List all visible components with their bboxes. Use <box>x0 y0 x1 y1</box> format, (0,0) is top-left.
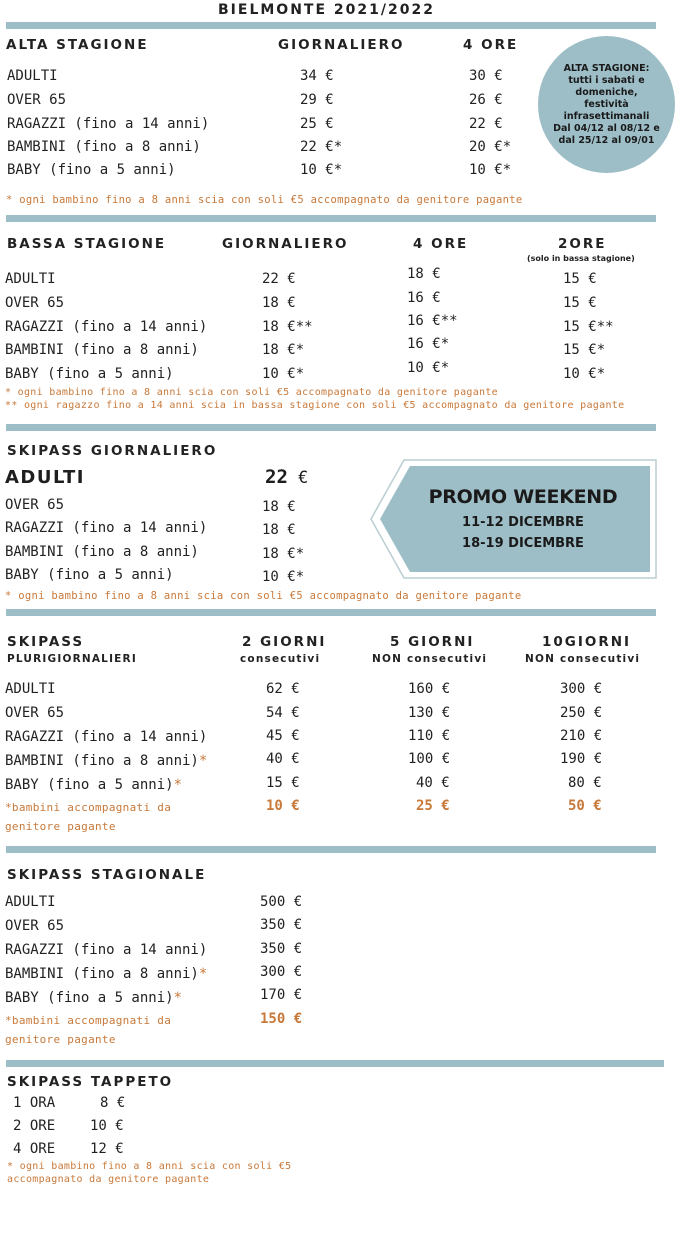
alta-row-daily: 10 €* <box>300 162 343 178</box>
tappeto-row-price: 8 € <box>100 1095 126 1111</box>
alta-row-daily: 29 € <box>300 92 334 108</box>
alta-row-daily: 25 € <box>300 116 334 132</box>
giornaliero-adulti-currency: € <box>298 468 309 488</box>
pluri-row-10giorni: 250 € <box>560 705 603 721</box>
pluri-row-10giorni: 190 € <box>560 751 603 767</box>
divider <box>6 22 656 29</box>
pluri-note-1: *bambini accompagnati da <box>5 801 172 814</box>
stagionale-row-price: 170 € <box>260 987 303 1003</box>
row-star: * <box>173 777 183 793</box>
giornaliero-note: * ogni bambino fino a 8 anni scia con soli €5 accompagnato da genitore pagante <box>5 590 522 602</box>
stagionale-row-price: 350 € <box>260 941 303 957</box>
pluri-title: SKIPASS <box>7 634 85 650</box>
divider <box>6 1060 664 1067</box>
pluri-row-2giorni: 54 € <box>266 705 300 721</box>
circle-line: festività <box>584 98 629 110</box>
promo-date-1: 11-12 DICEMBRE <box>462 515 584 530</box>
bassa-row-4ore: 18 € <box>407 266 441 282</box>
bassa-row-daily: 18 €* <box>262 342 305 358</box>
giornaliero-adulti-price: 22 <box>265 466 288 488</box>
pluri-row-label <box>5 753 207 769</box>
bassa-note-1: * ogni bambino fino a 8 anni scia con soli €5 accompagnato da genitore pagante <box>5 387 498 398</box>
row-label-text: ADULTI <box>5 681 56 697</box>
stagionale-title: SKIPASS STAGIONALE <box>7 867 207 883</box>
row-label-text: ADULTI <box>5 894 56 910</box>
circle-line: Dal 04/12 al 08/12 e <box>553 122 660 134</box>
alta-row-4ore: 20 €* <box>469 139 512 155</box>
circle-line: tutti i sabati e <box>568 74 645 86</box>
divider <box>6 424 656 431</box>
page-title: BIELMONTE 2021/2022 <box>218 2 435 18</box>
stagionale-special: 150 € <box>260 1011 303 1027</box>
pluri-col-2giorni: 2 GIORNI <box>242 634 327 650</box>
giornaliero-row-price: 18 € <box>262 522 296 538</box>
alta-row-daily: 34 € <box>300 68 334 84</box>
pluri-row-2giorni: 45 € <box>266 728 300 744</box>
bassa-row-label: BAMBINI (fino a 8 anni) <box>5 342 199 358</box>
stagionale-note-2: genitore pagante <box>5 1033 116 1046</box>
tappeto-note-1: * ogni bambino fino a 8 anni scia con soli €5 <box>7 1161 292 1172</box>
bassa-col-2ore: 2ORE <box>558 236 607 252</box>
stagionale-note-1: *bambini accompagnati da <box>5 1014 172 1027</box>
divider <box>6 215 656 222</box>
promo-title: PROMO WEEKEND <box>428 486 618 508</box>
bassa-title: BASSA STAGIONE <box>7 236 167 252</box>
bassa-row-label: ADULTI <box>5 271 56 287</box>
stagionale-row-price: 500 € <box>260 894 303 910</box>
pluri-col-5giorni: 5 GIORNI <box>390 634 475 650</box>
alta-stagione-circle <box>538 36 675 173</box>
row-label-text: RAGAZZI (fino a 14 anni) <box>5 942 208 958</box>
tappeto-note-2: accompagnato da genitore pagante <box>7 1174 210 1185</box>
pluri-row-2giorni: 15 € <box>266 775 300 791</box>
row-label-text: BAMBINI (fino a 8 anni) <box>5 966 199 982</box>
alta-col-4ore: 4 ORE <box>463 37 519 53</box>
circle-line: ALTA STAGIONE: <box>563 62 650 74</box>
alta-row-4ore: 10 €* <box>469 162 512 178</box>
giornaliero-row-label: BAMBINI (fino a 8 anni) <box>5 544 199 560</box>
bassa-col-giornaliero: GIORNALIERO <box>222 236 349 252</box>
stagionale-row-label <box>5 918 64 934</box>
pluri-row-2giorni: 62 € <box>266 681 300 697</box>
alta-row-label: ADULTI <box>7 68 58 84</box>
pluri-note-2: genitore pagante <box>5 820 116 833</box>
bassa-row-2ore: 15 € <box>563 271 597 287</box>
pluri-row-label <box>5 729 207 745</box>
bassa-col-2ore-sub: (solo in bassa stagione) <box>527 254 635 263</box>
pluri-col-5giorni-sub: NON consecutivi <box>372 653 488 665</box>
pluri-row-5giorni: 100 € <box>408 751 451 767</box>
bassa-row-daily: 22 € <box>262 271 296 287</box>
promo-date-2: 18-19 DICEMBRE <box>462 536 584 551</box>
bassa-row-2ore: 10 €* <box>563 366 606 382</box>
pluri-row-label <box>5 777 182 793</box>
alta-row-label: RAGAZZI (fino a 14 anni) <box>7 116 210 132</box>
circle-line: infrasettimanali <box>563 110 650 122</box>
bassa-row-label: RAGAZZI (fino a 14 anni) <box>5 319 208 335</box>
bassa-row-4ore: 10 €* <box>407 360 450 376</box>
pluri-row-10giorni: 300 € <box>560 681 603 697</box>
pluri-special-2giorni: 10 € <box>266 798 300 814</box>
giornaliero-row-price: 18 € <box>262 499 296 515</box>
tappeto-row-price: 12 € <box>90 1141 124 1157</box>
bassa-row-4ore: 16 €* <box>407 336 450 352</box>
alta-row-label: OVER 65 <box>7 92 67 108</box>
tappeto-row-label: 1 ORA <box>13 1095 56 1111</box>
pluri-row-10giorni: 210 € <box>560 728 603 744</box>
alta-row-daily: 22 €* <box>300 139 343 155</box>
bassa-row-daily: 18 €** <box>262 319 313 335</box>
alta-row-label: BABY (fino a 5 anni) <box>7 162 176 178</box>
tappeto-row-price: 10 € <box>90 1118 124 1134</box>
circle-line: domeniche, <box>575 86 638 98</box>
stagionale-row-label <box>5 942 207 958</box>
row-star: * <box>173 990 183 1006</box>
bassa-row-2ore: 15 €** <box>563 319 614 335</box>
tappeto-title: SKIPASS TAPPETO <box>7 1074 174 1090</box>
pluri-row-5giorni: 160 € <box>408 681 451 697</box>
pluri-row-5giorni: 110 € <box>408 728 451 744</box>
bassa-row-2ore: 15 €* <box>563 342 606 358</box>
bassa-row-2ore: 15 € <box>563 295 597 311</box>
row-star: * <box>198 753 208 769</box>
pluri-title-sub: PLURIGIORNALIERI <box>7 653 137 665</box>
stagionale-row-price: 300 € <box>260 964 303 980</box>
bassa-note-2: ** ogni ragazzo fino a 14 anni scia in bassa stagione con soli €5 accompagnato da genitore pagante <box>5 400 625 411</box>
pluri-col-10giorni: 10GIORNI <box>542 634 632 650</box>
pluri-row-5giorni: 40 € <box>416 775 450 791</box>
bassa-col-4ore: 4 ORE <box>413 236 469 252</box>
giornaliero-row-price: 10 €* <box>262 569 305 585</box>
bassa-row-daily: 18 € <box>262 295 296 311</box>
circle-line: dal 25/12 al 09/01 <box>558 134 655 146</box>
divider <box>6 846 656 853</box>
bassa-row-label: OVER 65 <box>5 295 65 311</box>
pluri-row-label <box>5 681 56 697</box>
alta-row-4ore: 22 € <box>469 116 503 132</box>
alta-row-4ore: 26 € <box>469 92 503 108</box>
row-label-text: OVER 65 <box>5 705 65 721</box>
bassa-row-4ore: 16 €** <box>407 313 458 329</box>
bassa-row-daily: 10 €* <box>262 366 305 382</box>
alta-note: * ogni bambino fino a 8 anni scia con soli €5 accompagnato da genitore pagante <box>6 194 523 206</box>
giornaliero-adulti-label: ADULTI <box>5 467 85 488</box>
giornaliero-row-label: BABY (fino a 5 anni) <box>5 567 174 583</box>
row-label-text: OVER 65 <box>5 918 65 934</box>
pluri-col-2giorni-sub: consecutivi <box>240 653 321 665</box>
pluri-row-10giorni: 80 € <box>568 775 602 791</box>
row-star: * <box>198 966 208 982</box>
alta-title: ALTA STAGIONE <box>6 37 149 53</box>
giornaliero-row-price: 18 €* <box>262 546 305 562</box>
alta-row-label: BAMBINI (fino a 8 anni) <box>7 139 201 155</box>
giornaliero-row-label: OVER 65 <box>5 497 65 513</box>
stagionale-row-label <box>5 990 182 1006</box>
pluri-special-10giorni: 50 € <box>568 798 602 814</box>
pluri-special-5giorni: 25 € <box>416 798 450 814</box>
divider <box>6 609 656 616</box>
bassa-row-4ore: 16 € <box>407 290 441 306</box>
tappeto-row-label: 4 ORE <box>13 1141 56 1157</box>
stagionale-row-label <box>5 966 207 982</box>
pluri-col-10giorni-sub: NON consecutivi <box>525 653 641 665</box>
row-label-text: RAGAZZI (fino a 14 anni) <box>5 729 208 745</box>
stagionale-row-price: 350 € <box>260 917 303 933</box>
stagionale-row-label <box>5 894 56 910</box>
tappeto-row-label: 2 ORE <box>13 1118 56 1134</box>
giornaliero-title: SKIPASS GIORNALIERO <box>7 443 218 459</box>
pluri-row-label <box>5 705 64 721</box>
row-label-text: BABY (fino a 5 anni) <box>5 777 174 793</box>
pluri-row-5giorni: 130 € <box>408 705 451 721</box>
alta-row-4ore: 30 € <box>469 68 503 84</box>
row-label-text: BABY (fino a 5 anni) <box>5 990 174 1006</box>
pluri-row-2giorni: 40 € <box>266 751 300 767</box>
alta-col-giornaliero: GIORNALIERO <box>278 37 405 53</box>
row-label-text: BAMBINI (fino a 8 anni) <box>5 753 199 769</box>
bassa-row-label: BABY (fino a 5 anni) <box>5 366 174 382</box>
giornaliero-row-label: RAGAZZI (fino a 14 anni) <box>5 520 208 536</box>
